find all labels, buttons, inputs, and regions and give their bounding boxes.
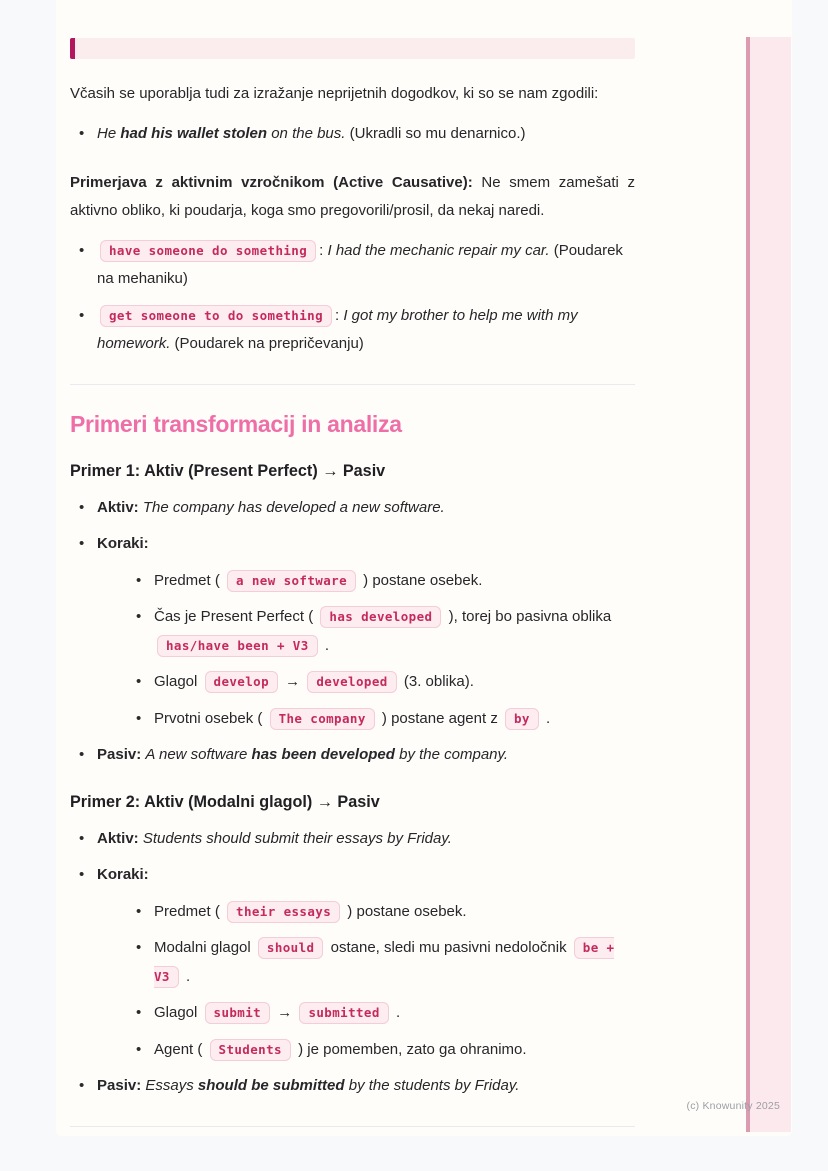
sub-list-item <box>127 934 635 991</box>
text-run: A new software <box>145 746 252 764</box>
text-run: had his wallet stolen <box>120 124 268 142</box>
text-run: Glagol <box>154 673 202 691</box>
page-edge-stripe <box>746 37 791 1132</box>
code-chip: submitted <box>299 1002 388 1024</box>
sub-list-item <box>127 1036 635 1065</box>
text-run: → <box>281 673 305 691</box>
code-chip: has/have been + V3 <box>157 635 318 657</box>
list-item <box>70 302 635 359</box>
text-run: Pasiv: <box>97 746 142 764</box>
example-heading: Primer 1: Aktiv (Present Perfect) → Pasiv <box>70 461 386 480</box>
section-heading: Primeri transformacij in analiza <box>70 410 402 437</box>
text-run: (Poudarek na prepričevanju) <box>170 335 364 353</box>
text-run: ) je pomemben, zato ga ohranimo. <box>293 1040 527 1058</box>
paragraph <box>70 169 635 225</box>
code-chip: developed <box>307 671 396 693</box>
code-chip: should <box>258 937 324 959</box>
bullet-list <box>70 825 635 1101</box>
list-item <box>70 741 635 770</box>
list-item <box>70 861 635 1064</box>
text-run: Predmet ( <box>154 571 225 589</box>
text-run: Primerjava z aktivnim vzročnikom (Active Causative): <box>70 174 473 192</box>
code-chip: their essays <box>227 901 340 923</box>
code-chip: submit <box>205 1002 271 1024</box>
text-run: Čas je Present Perfect ( <box>154 608 318 626</box>
document-page <box>56 0 792 1136</box>
text-run: ) postane osebek. <box>343 902 467 920</box>
text-run: ), torej bo pasivna oblika <box>444 608 612 626</box>
text-run: . <box>391 1004 401 1022</box>
text-run: by the company. <box>394 746 509 764</box>
text-run: Včasih se uporablja tudi za izražanje neprijetnih dogodkov, ki so se nam zgodili: <box>70 85 599 102</box>
code-chip: The company <box>270 708 375 730</box>
divider <box>70 1126 635 1127</box>
code-chip: Students <box>210 1039 291 1061</box>
code-chip: has developed <box>320 606 441 628</box>
list-item <box>70 237 635 294</box>
sub-list <box>127 567 635 734</box>
code-chip: develop <box>205 671 278 693</box>
text-run: Prvotni osebek ( <box>154 709 267 727</box>
code-chip: get someone to do something <box>100 305 332 327</box>
text-run: Pasiv: <box>97 1077 142 1095</box>
text-run: (Poudarek na mehaniku) <box>97 241 623 288</box>
sub-list-item <box>127 668 635 697</box>
bullet-list <box>70 237 635 359</box>
text-run: by the students by Friday. <box>344 1077 520 1095</box>
bullet-list <box>70 120 635 149</box>
text-run: : <box>335 306 344 324</box>
sub-list-item <box>127 999 635 1028</box>
sub-list <box>127 898 635 1065</box>
text-run: . <box>541 709 551 727</box>
text-run: I got my brother to help me with my homework. <box>97 306 578 353</box>
code-chip: by <box>505 708 539 730</box>
text-run: should be submitted <box>197 1077 345 1095</box>
code-chip: have someone do something <box>100 240 316 262</box>
text-run: : <box>319 241 328 259</box>
text-run: . <box>320 636 330 654</box>
list-item <box>70 120 635 149</box>
code-chip: a new software <box>227 570 356 592</box>
text-run: Students should submit their essays by Friday. <box>142 829 452 847</box>
text-run: . <box>181 967 191 985</box>
text-run: (Ukradli so mu denarnico.) <box>345 124 526 142</box>
text-run: The company has developed a new software. <box>142 498 445 516</box>
callout-remnant <box>70 38 635 59</box>
sub-list-item <box>127 898 635 927</box>
text-run: Koraki: <box>97 866 149 884</box>
text-run: I had the mechanic repair my car. <box>327 241 550 259</box>
text-run: has been developed <box>251 746 395 764</box>
text-run: ) postane osebek. <box>359 571 483 589</box>
text-run: → <box>273 1004 297 1022</box>
list-item <box>70 1072 635 1101</box>
list-item <box>70 530 635 733</box>
text-run: Koraki: <box>97 535 149 553</box>
watermark: (c) Knowunity 2025 <box>686 1100 780 1112</box>
sub-list-item <box>127 705 635 734</box>
text-run: Glagol <box>154 1004 202 1022</box>
text-run: Agent ( <box>154 1040 207 1058</box>
text-run: Aktiv: <box>97 498 139 516</box>
bullet-list <box>70 494 635 770</box>
text-run: on the bus. <box>267 124 346 142</box>
example-heading: Primer 2: Aktiv (Modalni glagol) → Pasiv <box>70 792 380 811</box>
text-run: ostane, sledi mu pasivni nedoločnik <box>326 939 571 957</box>
text-run: ) postane agent z <box>377 709 502 727</box>
paragraph <box>70 80 635 108</box>
document-content <box>70 0 635 1127</box>
sub-list-item <box>127 567 635 596</box>
text-run: Essays <box>145 1077 198 1095</box>
text-run: Aktiv: <box>97 829 139 847</box>
list-item <box>70 494 635 523</box>
list-item <box>70 825 635 854</box>
text-run: He <box>97 124 121 142</box>
text-run: Modalni glagol <box>154 939 255 957</box>
text-run: Predmet ( <box>154 902 225 920</box>
text-run: Ne smem zamešati z aktivno obliko, ki poudarja, koga smo pregovorili/prosil, da nekaj naredi. <box>70 174 635 219</box>
code-chip: be + V3 <box>154 937 614 988</box>
divider <box>70 384 635 385</box>
sub-list-item <box>127 603 635 660</box>
text-run: (3. oblika). <box>399 673 474 691</box>
